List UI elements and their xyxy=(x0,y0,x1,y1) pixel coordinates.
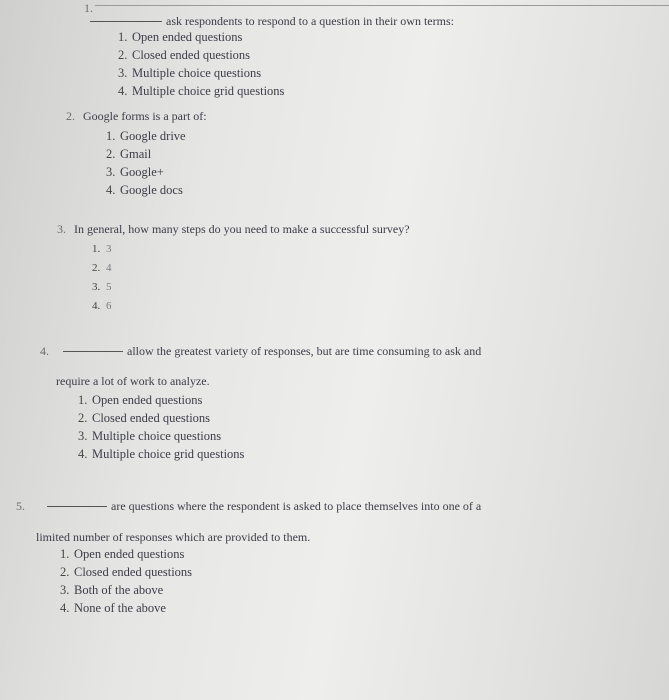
question-3-option-1: 1. 3 xyxy=(92,243,112,255)
question-1-blank xyxy=(90,21,162,22)
question-5-blank xyxy=(47,506,107,507)
question-5-options xyxy=(60,545,192,617)
question-5-text-line1: are questions where the respondent is asked to place themselves into one of a xyxy=(111,499,482,513)
question-1-option-3: 3. Multiple choice questions xyxy=(118,66,262,80)
question-4-text-line1: allow the greatest variety of responses, but are time consuming to ask and xyxy=(127,344,482,358)
question-1-option-2: 2. Closed ended questions xyxy=(118,48,251,62)
question-2-option-2: 2. Gmail xyxy=(106,147,152,161)
question-2-text: Google forms is a part of: xyxy=(83,109,207,123)
question-5-option-2: 2. Closed ended questions xyxy=(60,565,193,579)
question-5-text-line2: limited number of responses which are provided to them. xyxy=(36,530,311,544)
question-1-text: ask respondents to respond to a question in their own terms: xyxy=(166,14,454,28)
question-4-options xyxy=(78,391,244,463)
question-4-blank xyxy=(63,351,123,352)
question-1-options xyxy=(118,28,284,100)
question-3-option-2: 2. 4 xyxy=(92,262,112,274)
question-1-option-4: 4. Multiple choice grid questions xyxy=(118,84,285,98)
question-5-option-4: 4. None of the above xyxy=(60,601,166,615)
question-5-stem-continued xyxy=(36,530,310,544)
question-5-number: 5. xyxy=(16,499,25,513)
question-3-option-4: 4. 6 xyxy=(92,300,112,312)
question-3-stem xyxy=(57,222,410,236)
question-4-number: 4. xyxy=(40,344,49,358)
question-1-number: 1. xyxy=(84,1,93,15)
question-2-options xyxy=(106,127,186,199)
question-2-option-4: 4. Google docs xyxy=(106,183,183,197)
question-3-option-3: 3. 5 xyxy=(92,281,112,293)
question-1-option-1: 1. Open ended questions xyxy=(118,30,243,44)
question-5-option-1: 1. Open ended questions xyxy=(60,547,185,561)
top-rule xyxy=(95,5,669,6)
question-4-option-2: 2. Closed ended questions xyxy=(78,411,211,425)
question-4-stem-continued xyxy=(56,374,210,388)
question-2-option-3: 3. Google+ xyxy=(106,165,164,179)
question-5-option-3: 3. Both of the above xyxy=(60,583,164,597)
question-4-option-1: 1. Open ended questions xyxy=(78,393,203,407)
question-3-options xyxy=(92,240,112,316)
question-1-stem xyxy=(84,1,454,28)
question-4-option-4: 4. Multiple choice grid questions xyxy=(78,447,245,461)
question-2-stem xyxy=(66,109,207,123)
question-4-text-line2: require a lot of work to analyze. xyxy=(56,374,210,388)
question-3-number: 3. xyxy=(57,222,66,236)
question-4-stem xyxy=(40,344,481,358)
question-3-text: In general, how many steps do you need to make a successful survey? xyxy=(74,222,410,236)
question-5-stem xyxy=(16,499,481,513)
question-2-option-1: 1. Google drive xyxy=(106,129,186,143)
question-4-option-3: 3. Multiple choice questions xyxy=(78,429,222,443)
question-2-number: 2. xyxy=(66,109,75,123)
